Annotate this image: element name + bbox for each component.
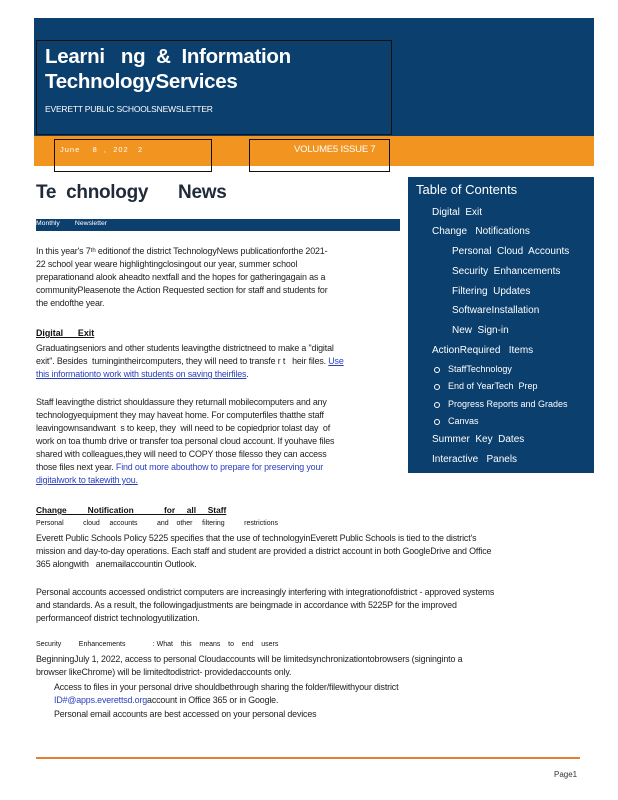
- use-link[interactable]: Use: [328, 356, 344, 366]
- title-line-1: Learni ng & Information: [45, 45, 291, 68]
- text-line: [36, 474, 400, 487]
- newsletter-title: [45, 44, 291, 94]
- text-line: browser likeChrome) will be limitedtodistrict- providedaccounts only.: [36, 667, 292, 677]
- text-line: BeginningJuly 1, 2022, access to personal Cloudaccounts will be limitedsynchronizationtobrowsers (signinginto a: [36, 654, 463, 664]
- text-line: 365 alongwith anemailaccountin Outlook.: [36, 559, 197, 569]
- policy-paragraph: [36, 532, 584, 571]
- toc-item-filtering[interactable]: [434, 286, 530, 297]
- intro-line: 22 school year weare highlightingclosingout our year, summer school: [36, 259, 298, 269]
- text-line: technologyequipment they may haveat home. For computerfiles thatthe staff: [36, 410, 324, 420]
- text-line: Everett Public Schools Policy 5225 specifies that the use of technologyinEverett Public Schools is tied to the district's: [36, 533, 477, 543]
- digital-exit-heading: Digital Exit: [36, 328, 95, 338]
- toc-item-label: New Sign-in: [452, 325, 509, 336]
- footer-rule: [36, 757, 580, 759]
- toc-title: Table of Contents: [416, 182, 518, 197]
- toc-item-change-notifications[interactable]: [424, 226, 530, 237]
- toc-item-label: Interactive Panels: [432, 454, 518, 465]
- toc-item-label: Filtering Updates: [452, 286, 531, 297]
- toc-item-progress-reports[interactable]: [434, 399, 568, 409]
- intro-line: the endofthe year.: [36, 298, 105, 308]
- toc-item-label: Digital Exit: [432, 207, 483, 218]
- digital-exit-paragraph-2: [36, 396, 400, 487]
- section-title-technology-news: Te chnology News: [36, 182, 227, 203]
- toc-item-label: Security Enhancements: [452, 266, 561, 277]
- text-span: Access to files in your personal drive shouldbethrough sharing the folder/filewithyour district: [54, 682, 399, 692]
- text-line: [36, 355, 400, 368]
- list-item: [36, 708, 316, 721]
- page-number: Page1: [554, 770, 578, 779]
- text-line: [36, 368, 400, 381]
- text-line: shared with colleagues,they will need to COPY those filesso they can access: [36, 449, 327, 459]
- toc-item-software[interactable]: [434, 305, 539, 316]
- text-line: Graduatingseniors and other students leavingthe districtneed to make a "digital: [36, 343, 334, 353]
- personal-accounts-paragraph: [36, 586, 584, 625]
- toc-item-interactive-panels[interactable]: [424, 454, 517, 465]
- toc-item-label: Progress Reports and Grades: [448, 399, 568, 409]
- toc-item-digital-exit[interactable]: [424, 207, 482, 218]
- date-frame: [54, 139, 212, 172]
- circle-bullet-icon: [434, 384, 440, 390]
- text-span: Personal email accounts are best accessed on your personal devices: [54, 709, 317, 719]
- toc-item-label: Canvas: [448, 416, 479, 426]
- text-line: leavingownsandwant s to keep, they will need to be copiedprior tolast day of: [36, 423, 331, 433]
- circle-bullet-icon: [434, 419, 440, 425]
- intro-line: communityPleasenote the Action Requested section for staff and students for: [36, 285, 328, 295]
- circle-bullet-icon: [434, 367, 440, 373]
- newsletter-subtitle: EVERETT PUBLIC SCHOOLSNEWSLETTER: [45, 104, 213, 114]
- text-line: performanceof district technologyutilization.: [36, 613, 200, 623]
- intro-line: In this year's 7ᵗʰ editionof the district TechnologyNews publicationforthe 2021-: [36, 246, 328, 256]
- toc-item-action-required[interactable]: [424, 345, 533, 356]
- issue-date: June 8 , 202 2: [60, 145, 144, 154]
- toc-item-summer-dates[interactable]: [424, 434, 524, 445]
- intro-line: preparationand alook aheadto nextfall and the hopes for gatheringagain as a: [36, 272, 326, 282]
- text-line: [36, 461, 400, 474]
- toc-item-label: Personal Cloud Accounts: [452, 246, 570, 257]
- toc-item-label: Change Notifications: [432, 226, 530, 237]
- toc-item-personal-cloud[interactable]: [434, 246, 569, 257]
- text-line: and standards. As a result, the followingadjustments are beingmade in accordance with 5225P for the improved: [36, 600, 457, 610]
- security-enhancements-heading: Security Enhancements : What this means to end users: [36, 641, 279, 648]
- toc-item-label: ActionRequired Items: [432, 345, 534, 356]
- saving-files-link[interactable]: this informationto work with students on saving theirfiles: [36, 369, 247, 379]
- circle-bullet-icon: [434, 402, 440, 408]
- preserve-work-link[interactable]: Find out more abouthow to prepare for preserving your: [115, 462, 324, 472]
- text-span: those files next year.: [36, 462, 116, 472]
- toc-item-label: SoftwareInstallation: [452, 305, 540, 316]
- district-id-email: ID#@apps.everettsd.org: [54, 695, 148, 705]
- toc-item-security[interactable]: [434, 266, 560, 277]
- text-line: mission and day-to-day operations. Each staff and student are provided a district account in both GoogleDrive and Office: [36, 546, 492, 556]
- text-span: exit". Besides turningintheircomputers, they will need to transfe r t heir files.: [36, 356, 329, 366]
- preserve-work-link-continued[interactable]: digitalwork to takewith you.: [36, 475, 138, 485]
- security-paragraph: [36, 653, 584, 679]
- toc-item-label: Summer Key Dates: [432, 434, 525, 445]
- cloud-accounts-subheading: Personal cloud accounts and other filtering restrictions: [36, 520, 278, 527]
- title-line-2: TechnologyServices: [45, 70, 238, 93]
- intro-paragraph: [36, 245, 400, 310]
- digital-exit-paragraph-1: [36, 342, 400, 381]
- text-line: Personal accounts accessed ondistrict computers are increasingly interfering with integrationofdistrict - approved systems: [36, 587, 495, 597]
- list-item-continued: [54, 694, 278, 707]
- text-line: Staff leavingthe district shouldassure they returnall mobilecomputers and any: [36, 397, 327, 407]
- table-of-contents: [408, 177, 594, 473]
- toc-item-canvas[interactable]: [434, 416, 479, 426]
- volume-issue: VOLUME5 ISSUE 7: [294, 144, 376, 155]
- toc-item-staff-technology[interactable]: [434, 364, 512, 374]
- toc-item-label: End of YearTech Prep: [448, 381, 538, 391]
- text-span: account in Office 365 or in Google.: [147, 695, 279, 705]
- toc-item-label: StaffTechnology: [448, 364, 512, 374]
- list-item: [36, 681, 398, 694]
- text-span: .: [246, 369, 249, 379]
- toc-item-new-sign-in[interactable]: [434, 325, 509, 336]
- change-notification-heading: Change Notification for all Staff: [36, 505, 227, 515]
- monthly-newsletter-label: Monthly Newsletter: [36, 220, 108, 227]
- text-line: work on toa thumb drive or transfer toa personal cloud account. If youhave files: [36, 436, 335, 446]
- toc-item-end-of-year[interactable]: [434, 381, 538, 391]
